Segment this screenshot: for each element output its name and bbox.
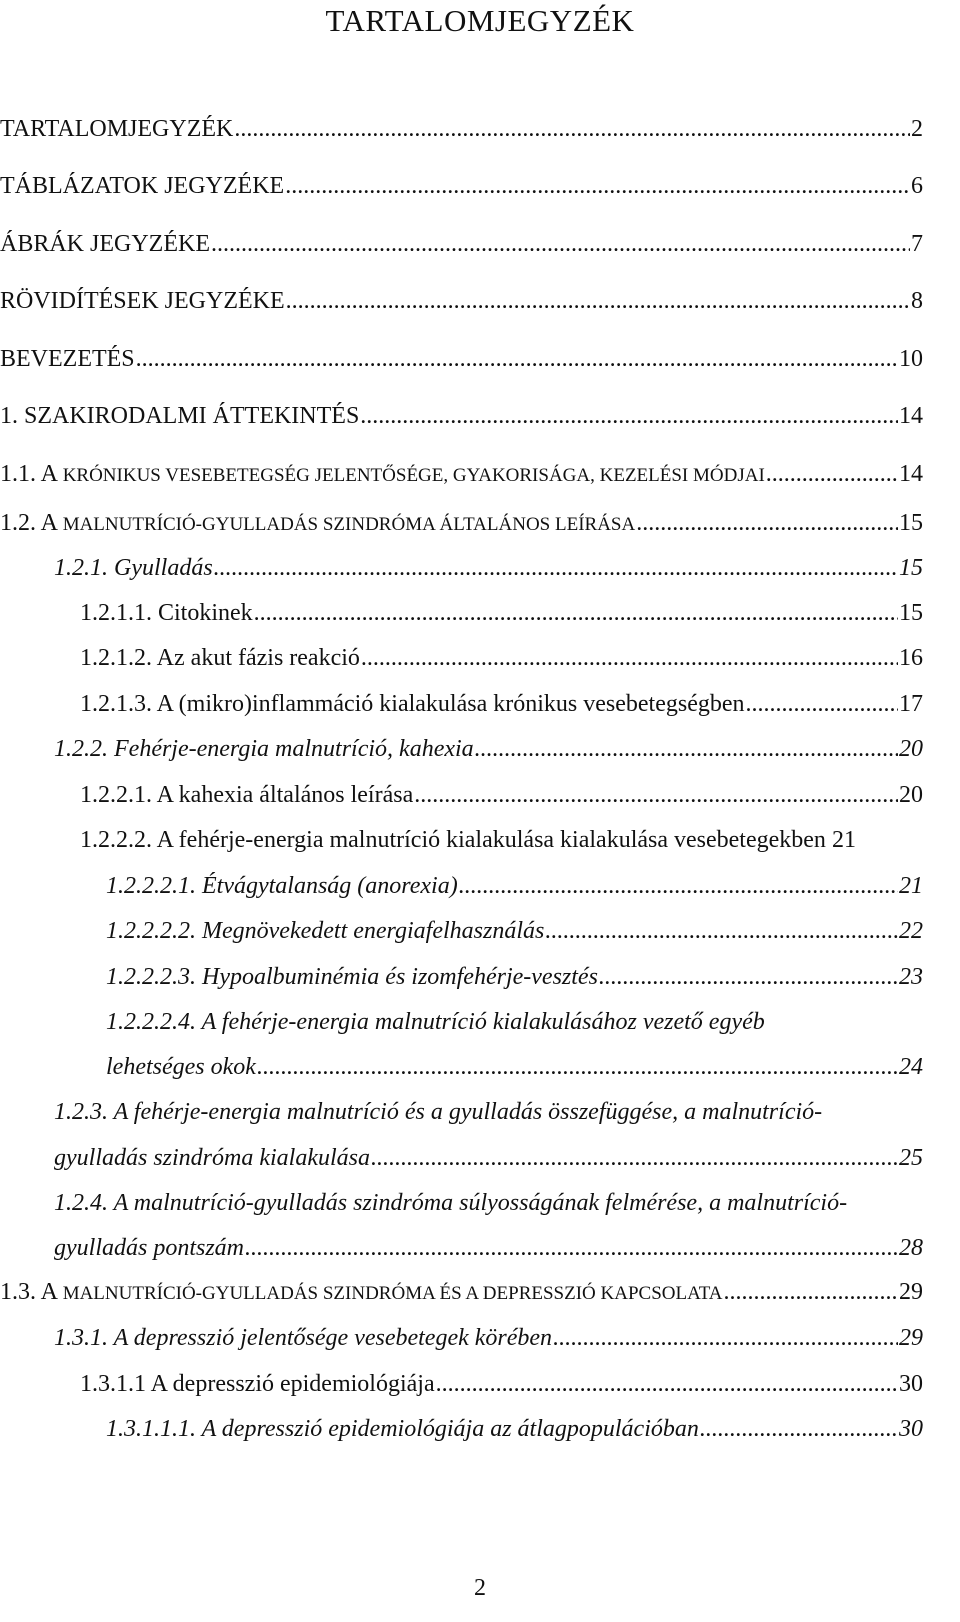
toc-entry[interactable] (106, 962, 923, 992)
toc-entry-title: KRÓNIKUS VESEBETEGSÉG JELENTŐSÉGE, GYAKORISÁGA, KEZELÉSI MÓDJAI (62, 465, 765, 486)
toc-entry-text: BEVEZETÉS (0, 346, 135, 372)
toc-page-number: 6 (911, 173, 923, 199)
toc-entry[interactable] (0, 344, 923, 374)
toc-entry[interactable] (0, 1277, 923, 1309)
toc-entry[interactable] (0, 286, 923, 316)
toc-entry-text: lehetséges okok (106, 1054, 256, 1080)
page-number: 2 (474, 1575, 486, 1601)
toc-entry-number: 1.3. A (0, 1279, 57, 1305)
toc-leader-dots (371, 1143, 898, 1173)
toc-leader-dots (286, 286, 910, 316)
toc-entry-text: gyulladás pontszám (54, 1235, 245, 1261)
toc-entry-text: 1.2.2.2. A fehérje-energia malnutríció kialakulása kialakulása vesebetegekben (80, 827, 826, 853)
toc-entry[interactable] (54, 1143, 923, 1173)
toc-page-number: 28 (899, 1235, 923, 1261)
toc-entry[interactable] (54, 734, 923, 764)
toc-page-number: 30 (899, 1416, 923, 1442)
toc-leader-dots (361, 643, 898, 673)
toc-entry-first-line: 1.2.2.2.4. A fehérje-energia malnutríció kialakulásához vezető egyéb (106, 1009, 765, 1035)
toc-entry[interactable] (54, 1233, 923, 1263)
toc-entry[interactable] (54, 1323, 923, 1353)
toc-leader-dots (211, 229, 910, 259)
toc-page-number: 15 (899, 510, 923, 536)
toc-entry-text: 1.2.1. Gyulladás (54, 555, 213, 581)
toc-entry-number: 1.1. A (0, 461, 57, 487)
toc-entry-number: 1.2. A (0, 510, 57, 536)
toc-page-number: 24 (899, 1054, 923, 1080)
toc-entry[interactable] (54, 553, 923, 583)
toc-entry-text (0, 1277, 723, 1309)
toc-entry-text: 1.2.2.2.1. Étvágytalanság (anorexia) (106, 873, 458, 899)
toc-entry-text: 1.2.2. Fehérje-energia malnutríció, kahexia (54, 736, 474, 762)
toc-leader-dots (436, 1369, 898, 1399)
toc-page-number: 14 (899, 403, 923, 429)
toc-leader-dots (234, 114, 910, 144)
toc-entry[interactable] (0, 401, 923, 431)
toc-page-number: 23 (899, 964, 923, 990)
toc-page-number: 20 (899, 736, 923, 762)
toc-entry[interactable] (80, 689, 923, 719)
toc-leader-dots (766, 459, 898, 489)
toc-entry-text: TÁBLÁZATOK JEGYZÉKE (0, 173, 285, 199)
toc-entry[interactable] (80, 825, 923, 855)
toc-page-number: 16 (899, 645, 923, 671)
toc-page-number: 21 (899, 873, 923, 899)
toc-entry-text: 1.3.1. A depresszió jelentősége vesebetegek körében (54, 1325, 553, 1351)
toc-page-number: 15 (899, 600, 923, 626)
toc-page-number: 10 (899, 346, 923, 372)
toc-leader-dots (636, 508, 898, 538)
toc-entry-text: TARTALOMJEGYZÉK (0, 116, 234, 142)
toc-page-number: 14 (899, 461, 923, 487)
toc-entry-title: MALNUTRÍCIÓ-GYULLADÁS SZINDRÓMA ÁLTALÁNOS LEÍRÁSA (62, 514, 636, 535)
toc-leader-dots (459, 871, 898, 901)
toc-page-number: 8 (911, 288, 923, 314)
toc-entry[interactable] (80, 780, 923, 810)
toc-leader-dots (545, 916, 898, 946)
toc-leader-dots (257, 1052, 898, 1082)
toc-page-number: 17 (899, 691, 923, 717)
toc-page-number: 29 (899, 1325, 923, 1351)
toc-page-number: 2 (911, 116, 923, 142)
toc-entry-text: 1.2.1.3. A (mikro)inflammáció kialakulása krónikus vesebetegségben (80, 691, 745, 717)
toc-entry[interactable] (0, 508, 923, 540)
toc-leader-dots (724, 1277, 898, 1307)
toc-page-number: 20 (899, 782, 923, 808)
toc-entry-text: 1.2.2.2.3. Hypoalbuminémia és izomfehérje-vesztés (106, 964, 598, 990)
toc-entry[interactable] (80, 598, 923, 628)
toc-entry-text: 1.2.2.2.2. Megnövekedett energiafelhasználás (106, 918, 545, 944)
toc-leader-dots (136, 344, 898, 374)
toc-page-number: 25 (899, 1145, 923, 1171)
toc-leader-dots (414, 780, 898, 810)
toc-entry[interactable] (80, 1369, 923, 1399)
toc-leader-dots (599, 962, 898, 992)
toc-leader-dots (475, 734, 898, 764)
toc-leader-dots (254, 598, 898, 628)
toc-page-number: 30 (899, 1371, 923, 1397)
toc-entry-text (0, 508, 635, 540)
toc-entry[interactable] (0, 229, 923, 259)
toc-entry[interactable] (0, 171, 923, 201)
toc-entry[interactable] (106, 1414, 923, 1444)
toc-entry-text: ÁBRÁK JEGYZÉKE (0, 231, 210, 257)
toc-entry[interactable] (0, 459, 923, 491)
toc-entry-text: 1.3.1.1.1. A depresszió epidemiológiája az átlagpopulációban (106, 1416, 699, 1442)
toc-page-number: 7 (911, 231, 923, 257)
toc-page-number: 15 (899, 555, 923, 581)
toc-entry-text: 1.2.1.2. Az akut fázis reakció (80, 645, 360, 671)
toc-leader-dots (700, 1414, 898, 1444)
toc-entry-text: RÖVIDÍTÉSEK JEGYZÉKE (0, 288, 285, 314)
toc-entry-first-line: 1.2.4. A malnutríció-gyulladás szindróma súlyosságának felmérése, a malnutríció- (54, 1190, 848, 1216)
toc-entry-text: 1. SZAKIRODALMI ÁTTEKINTÉS (0, 403, 360, 429)
page-title: TARTALOMJEGYZÉK (325, 3, 635, 38)
toc-leader-dots (553, 1323, 898, 1353)
toc-entry[interactable] (106, 916, 923, 946)
toc-entry-first-line: 1.2.3. A fehérje-energia malnutríció és a gyulladás összefüggése, a malnutríció- (54, 1099, 823, 1125)
toc-entry[interactable] (106, 871, 923, 901)
toc-entry-text (0, 459, 765, 491)
toc-entry-title: MALNUTRÍCIÓ-GYULLADÁS SZINDRÓMA ÉS A DEPRESSZIÓ KAPCSOLATA (62, 1283, 723, 1304)
toc-leader-dots (245, 1233, 898, 1263)
toc-leader-dots (214, 553, 898, 583)
toc-entry-text: gyulladás szindróma kialakulása (54, 1145, 370, 1171)
toc-entry-text: 1.2.2.1. A kahexia általános leírása (80, 782, 414, 808)
toc-page-number: 21 (831, 827, 856, 853)
toc-entry[interactable] (80, 643, 923, 673)
toc-leader-dots (746, 689, 899, 719)
toc-entry[interactable] (0, 114, 923, 144)
toc-entry[interactable] (106, 1052, 923, 1082)
toc-page-number: 22 (899, 918, 923, 944)
toc-leader-dots (285, 171, 910, 201)
toc-entry-text: 1.3.1.1 A depresszió epidemiológiája (80, 1371, 435, 1397)
toc-page-number: 29 (899, 1279, 923, 1305)
toc-leader-dots (360, 401, 898, 431)
toc-entry-text: 1.2.1.1. Citokinek (80, 600, 253, 626)
